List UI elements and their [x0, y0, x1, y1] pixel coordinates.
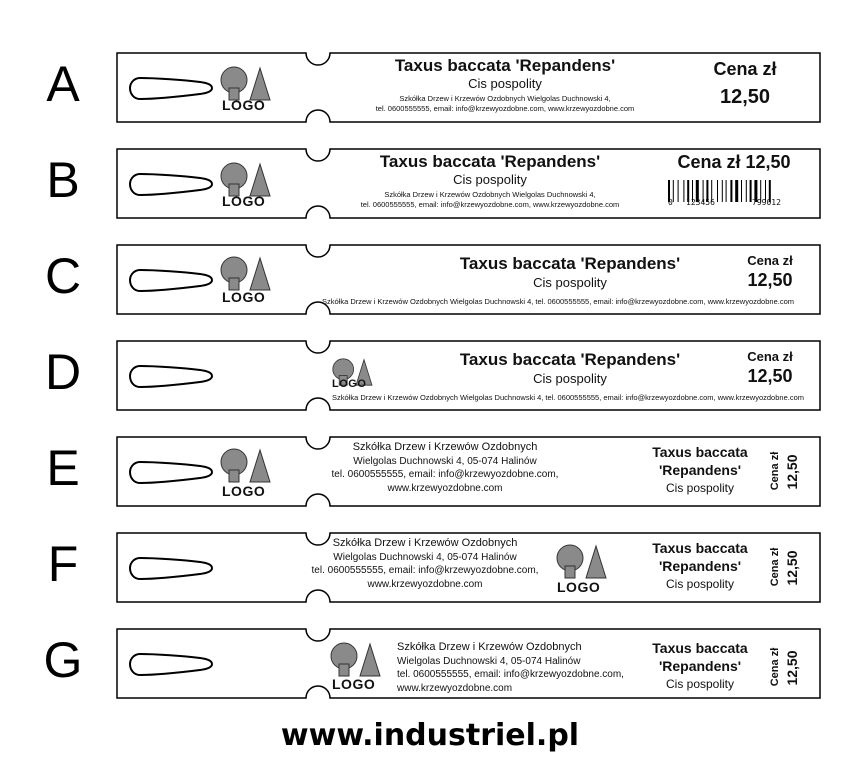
common-name: Cis pospolity	[665, 677, 735, 691]
price-value-vertical: 12,50	[784, 454, 800, 490]
logo-text: LOGO	[222, 483, 266, 499]
tag-variant-b	[0, 140, 860, 224]
address-line-4: www.krzewyozdobne.com	[387, 482, 503, 494]
logo-text: LOGO	[557, 579, 601, 595]
barcode-digits-right: 799012	[752, 198, 781, 207]
plant-name: Taxus baccata 'Repandens'	[394, 56, 616, 75]
address-line-1: Szkółka Drzew i Krzewów Ozdobnych Wielgolas Duchnowski 4,	[384, 190, 596, 199]
address-block	[397, 641, 624, 695]
address-line-3: tel. 0600555555, email: info@krzewyozdobne.com,	[311, 565, 539, 576]
price-label-full: Cena zł 12,50	[677, 152, 791, 172]
price-value-vertical: 12,50	[784, 550, 800, 586]
address-block	[320, 441, 570, 495]
logo-text: LOGO	[222, 97, 266, 113]
address-one-line: Szkółka Drzew i Krzewów Ozdobnych Wielgolas Duchnowski 4, tel. 0600555555, email: info@krzewyozdobne.com, www.krzewyozdobne.com	[322, 297, 794, 306]
tag-variant-e	[0, 428, 860, 512]
variant-letter: F	[47, 536, 79, 592]
common-name: Cis pospolity	[453, 172, 527, 187]
address-one-line: Szkółka Drzew i Krzewów Ozdobnych Wielgolas Duchnowski 4, tel. 0600555555, email: info@krzewyozdobne.com, www.krzewyozdobne.com	[332, 393, 804, 402]
price-value: 12,50	[719, 86, 771, 108]
address-block	[300, 537, 550, 591]
variant-letter: E	[46, 440, 80, 496]
common-name: Cis pospolity	[533, 371, 607, 386]
common-name: Cis pospolity	[468, 76, 542, 91]
address-line-1: Szkółka Drzew i Krzewów Ozdobnych	[332, 537, 518, 549]
tag-variant-c	[0, 236, 860, 320]
footer-url: www.industriel.pl	[280, 718, 580, 753]
tag-variant-a	[0, 44, 860, 128]
address-line-2: tel. 0600555555, email: info@krzewyozdobne.com, www.krzewyozdobne.com	[360, 200, 620, 209]
variant-letter: G	[43, 632, 83, 688]
plant-name-line-2: 'Repandens'	[658, 658, 742, 674]
logo-text: LOGO	[222, 289, 266, 305]
plant-name-line-2: 'Repandens'	[658, 558, 742, 574]
plant-name: Taxus baccata 'Repandens'	[459, 350, 681, 369]
address-line-1: Szkółka Drzew i Krzewów Ozdobnych	[397, 641, 582, 653]
price-value-vertical: 12,50	[784, 650, 800, 686]
common-name: Cis pospolity	[665, 577, 735, 591]
plant-name-line-1: Taxus baccata	[652, 540, 748, 556]
variant-letter: D	[44, 344, 82, 400]
variant-letter: B	[46, 152, 80, 208]
plant-name-line-1: Taxus baccata	[652, 640, 748, 656]
logo-text: LOGO	[332, 676, 376, 692]
barcode-digit-left: 0	[668, 198, 673, 207]
tag-variant-f	[0, 524, 860, 608]
variant-letter: A	[46, 56, 80, 112]
plant-name-line-2: 'Repandens'	[658, 462, 742, 478]
price-value: 12,50	[747, 366, 793, 386]
common-name: Cis pospolity	[533, 275, 607, 290]
price-label-vertical: Cena zł	[769, 647, 781, 687]
common-name: Cis pospolity	[665, 481, 735, 495]
address-line-3: tel. 0600555555, email: info@krzewyozdobne.com,	[331, 469, 559, 480]
address-line-3: tel. 0600555555, email: info@krzewyozdobne.com,	[397, 669, 624, 680]
price-label: Cena zł	[713, 59, 777, 79]
price-label: Cena zł	[747, 349, 793, 364]
address-line-4: www.krzewyozdobne.com	[397, 682, 513, 694]
address-line-1: Szkółka Drzew i Krzewów Ozdobnych	[352, 441, 538, 453]
tag-variant-g	[0, 620, 860, 704]
logo-text: LOGO	[222, 193, 266, 209]
address-line-4: www.krzewyozdobne.com	[367, 578, 483, 590]
price-label-vertical: Cena zł	[769, 547, 781, 587]
address-line-1: Szkółka Drzew i Krzewów Ozdobnych Wielgolas Duchnowski 4,	[399, 94, 611, 103]
plant-name: Taxus baccata 'Repandens'	[379, 152, 601, 171]
logo-text: LOGO	[332, 378, 367, 390]
address-line-2: Wielgolas Duchnowski 4, 05-074 Halinów	[397, 655, 581, 667]
price-label: Cena zł	[747, 253, 793, 268]
address-line-2: tel. 0600555555, email: info@krzewyozdobne.com, www.krzewyozdobne.com	[375, 104, 635, 113]
plant-name: Taxus baccata 'Repandens'	[459, 254, 681, 273]
address-line-2: Wielgolas Duchnowski 4, 05-074 Halinów	[333, 551, 517, 563]
barcode-digits-middle: 123456	[686, 198, 715, 207]
address-line-2: Wielgolas Duchnowski 4, 05-074 Halinów	[353, 455, 537, 467]
plant-name-line-1: Taxus baccata	[652, 444, 748, 460]
variant-letter: C	[44, 248, 82, 304]
price-value: 12,50	[747, 270, 793, 290]
price-label-vertical: Cena zł	[769, 451, 781, 491]
tag-variant-d	[0, 332, 860, 416]
